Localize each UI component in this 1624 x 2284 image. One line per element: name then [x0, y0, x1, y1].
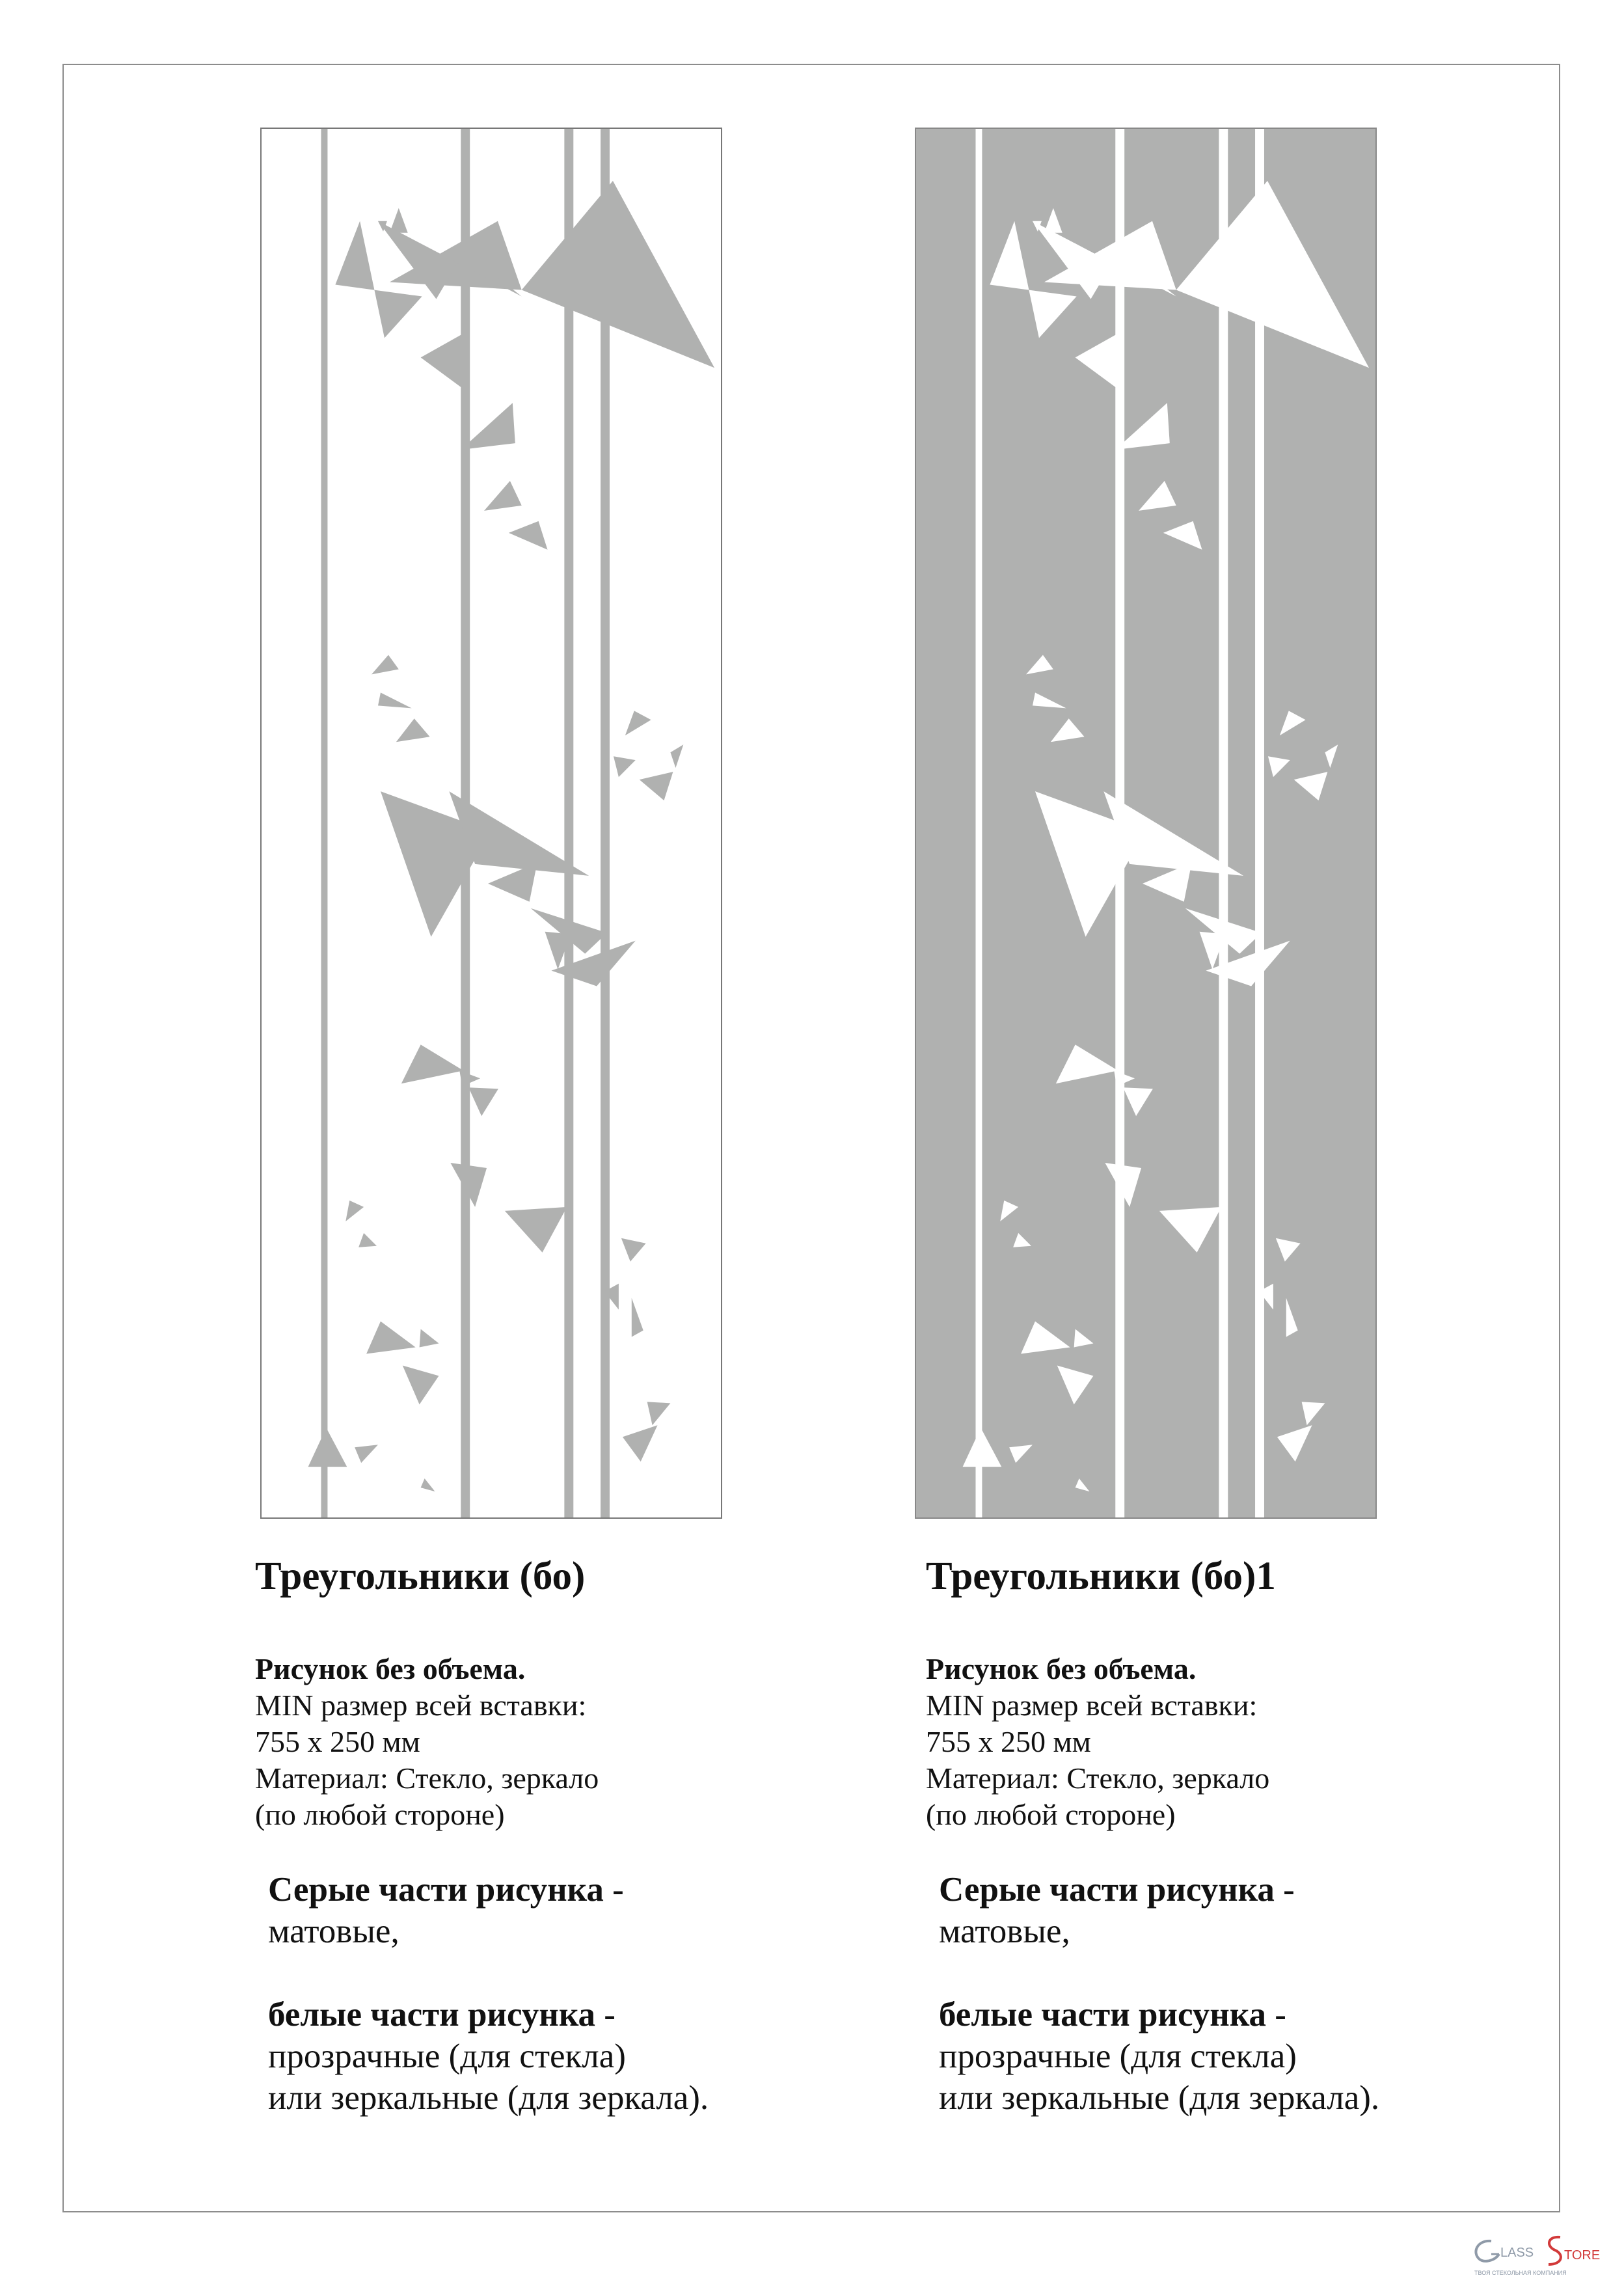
legend-white-text: или зеркальные (для зеркала). — [268, 2079, 709, 2117]
glass-store-logo — [1469, 2233, 1611, 2279]
design-specs — [926, 1651, 1269, 1833]
triangle-pattern-white-on-gray — [916, 129, 1375, 1517]
design-title: Треугольники (бо)1 — [926, 1555, 1276, 1598]
legend-gray-text: матовые, — [268, 1912, 399, 1950]
spec-line: 755 х 250 мм — [255, 1725, 420, 1758]
svg-text:LASS: LASS — [1500, 2246, 1534, 2260]
spec-heading: Рисунок без объема. — [255, 1652, 526, 1685]
spec-line: MIN размер всей вставки: — [926, 1689, 1258, 1722]
spec-line: 755 х 250 мм — [926, 1725, 1091, 1758]
color-legend — [939, 1869, 1379, 2119]
triangle-pattern-gray-on-white — [262, 129, 721, 1517]
color-legend — [268, 1869, 709, 2119]
design-title: Треугольники (бо) — [255, 1555, 586, 1598]
spec-line: MIN размер всей вставки: — [255, 1689, 587, 1722]
legend-gray-heading: Серые части рисунка - — [268, 1871, 624, 1909]
svg-text:TORE: TORE — [1564, 2248, 1601, 2263]
legend-gray-text: матовые, — [939, 1912, 1070, 1950]
spec-heading: Рисунок без объема. — [926, 1652, 1197, 1685]
legend-white-heading: белые части рисунка - — [268, 1996, 616, 2033]
legend-white-text: прозрачные (для стекла) — [939, 2037, 1297, 2075]
spec-line: Материал: Стекло, зеркало — [926, 1761, 1270, 1795]
spec-line: (по любой стороне) — [926, 1798, 1176, 1831]
legend-white-heading: белые части рисунка - — [939, 1996, 1286, 2033]
design-specs — [255, 1651, 599, 1833]
legend-white-text: или зеркальные (для зеркала). — [939, 2079, 1380, 2117]
spec-line: Материал: Стекло, зеркало — [255, 1761, 599, 1795]
legend-white-text: прозрачные (для стекла) — [268, 2037, 626, 2075]
spec-line: (по любой стороне) — [255, 1798, 505, 1831]
design-preview-white-background — [260, 128, 722, 1519]
design-preview-gray-background — [915, 128, 1377, 1519]
logo-tagline: ТВОЯ СТЕКОЛЬНАЯ КОМПАНИЯ — [1474, 2270, 1567, 2276]
legend-gray-heading: Серые части рисунка - — [939, 1871, 1295, 1909]
